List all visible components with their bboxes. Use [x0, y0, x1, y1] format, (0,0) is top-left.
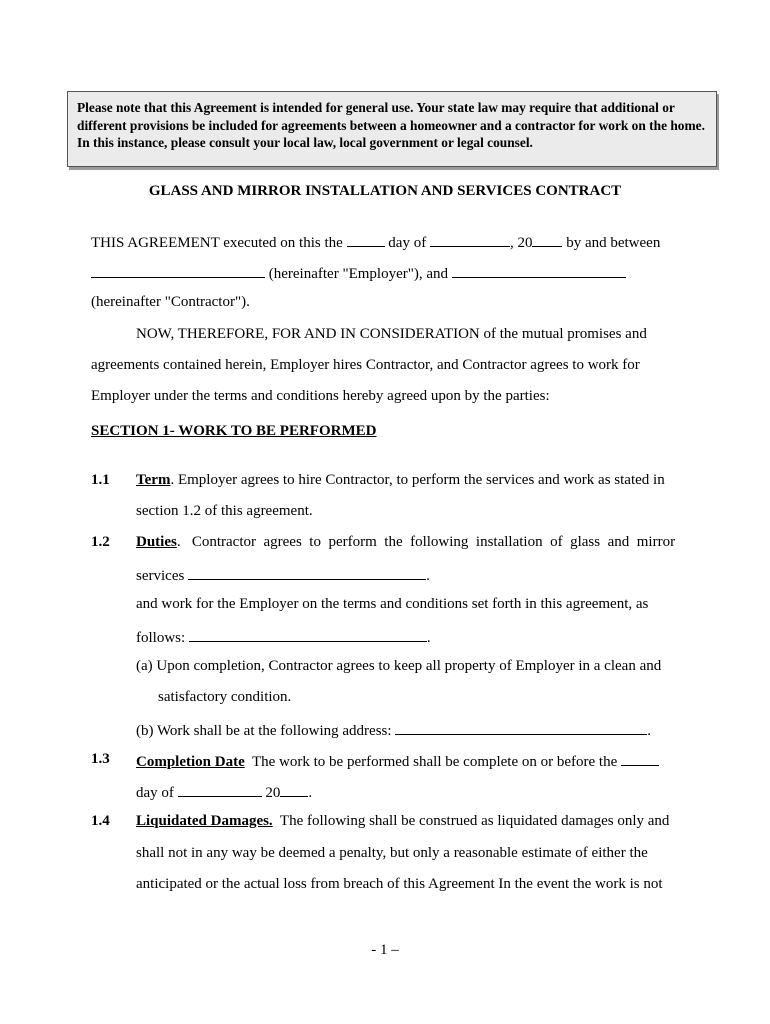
- completion-day-blank[interactable]: [621, 751, 659, 766]
- clause-number: 1.1: [91, 472, 110, 488]
- clause-text: 20: [265, 785, 281, 801]
- consideration-line-2: agreements contained herein, Employer hires Contractor, and Contractor agrees to work for: [91, 357, 640, 373]
- intro-text: day of: [388, 235, 427, 251]
- clause-number: 1.4: [91, 813, 110, 829]
- consideration-line-3: Employer under the terms and conditions hereby agreed upon by the parties:: [91, 388, 550, 404]
- day-blank[interactable]: [347, 232, 385, 247]
- clause-1-2-a-line-2: satisfactory condition.: [158, 689, 292, 705]
- employer-name-blank[interactable]: [91, 263, 265, 278]
- year-blank[interactable]: [532, 232, 562, 247]
- clause-1-4-line-3: anticipated or the actual loss from breach of this Agreement In the event the work is not: [136, 876, 663, 892]
- intro-line-3: (hereinafter "Contractor").: [91, 294, 250, 310]
- completion-year-blank[interactable]: [280, 782, 308, 797]
- clause-label: Completion Date: [136, 754, 245, 770]
- clause-label: Duties: [136, 534, 177, 550]
- clause-1-2-line-4: follows: .: [136, 627, 431, 647]
- clause-text: day of: [136, 785, 174, 801]
- consideration-line-1: NOW, THEREFORE, FOR AND IN CONSIDERATION of the mutual promises and: [136, 326, 647, 342]
- intro-line-1: [91, 232, 660, 252]
- page-number: - 1 –: [371, 942, 399, 958]
- clause-1-2-a-line-1: (a) Upon completion, Contractor agrees to keep all property of Employer in a clean and: [136, 658, 662, 674]
- general-use-notice: [67, 91, 717, 167]
- intro-text: by and between: [566, 235, 661, 251]
- services-blank[interactable]: [188, 565, 426, 580]
- follows-blank[interactable]: [189, 627, 427, 642]
- clause-text: . Contractor agrees to perform the following installation of glass and mirror: [176, 534, 676, 550]
- clause-1-1-line-2: section 1.2 of this agreement.: [136, 503, 313, 519]
- clause-1-2-line-3: and work for the Employer on the terms and conditions set forth in this agreement, as: [136, 596, 649, 612]
- clause-text: services: [136, 568, 185, 584]
- clause-1-2-line-1: [136, 534, 675, 551]
- clause-text: The work to be performed shall be complete on or before the: [244, 754, 618, 770]
- intro-text: , 20: [509, 235, 533, 251]
- contractor-name-blank[interactable]: [452, 263, 626, 278]
- intro-line-2: [91, 263, 626, 283]
- clause-label: Liquidated Damages.: [136, 813, 273, 829]
- contract-title: GLASS AND MIRROR INSTALLATION AND SERVICES CONTRACT: [148, 183, 622, 199]
- completion-month-blank[interactable]: [178, 782, 262, 797]
- section-1-heading: SECTION 1- WORK TO BE PERFORMED: [91, 423, 377, 439]
- clause-label: Term: [136, 472, 171, 488]
- clause-text: . Employer agrees to hire Contractor, to perform the services and work as stated in: [170, 472, 665, 488]
- clause-1-4-line-2: shall not in any way be deemed a penalty, but only a reasonable estimate of either the: [136, 845, 648, 861]
- clause-1-1-line-1: [136, 472, 665, 489]
- clause-1-4-line-1: [136, 813, 669, 830]
- clause-1-2-line-2: services .: [136, 565, 430, 585]
- clause-number: 1.3: [91, 751, 110, 767]
- month-blank[interactable]: [430, 232, 510, 247]
- address-blank[interactable]: [395, 720, 647, 735]
- intro-text: (hereinafter "Employer"), and: [268, 266, 448, 282]
- clause-text: (b) Work shall be at the following address:: [136, 723, 392, 739]
- clause-1-3-line-1: [136, 751, 659, 771]
- clause-text: The following shall be construed as liquidated damages only and: [272, 813, 670, 829]
- clause-number: 1.2: [91, 534, 110, 550]
- clause-1-2-b-line: (b) Work shall be at the following address: .: [136, 720, 651, 740]
- intro-text: THIS AGREEMENT executed on this the: [91, 235, 343, 251]
- clause-text: follows:: [136, 630, 186, 646]
- notice-text: Please note that this Agreement is intended for general use. Your state law may require that additional or different provisions be included for agreements between a homeowner and a contractor for work on the home. In this instance, please consult your local law, local government or legal counsel.: [77, 100, 705, 150]
- clause-1-3-line-2: day of 20 .: [136, 782, 312, 802]
